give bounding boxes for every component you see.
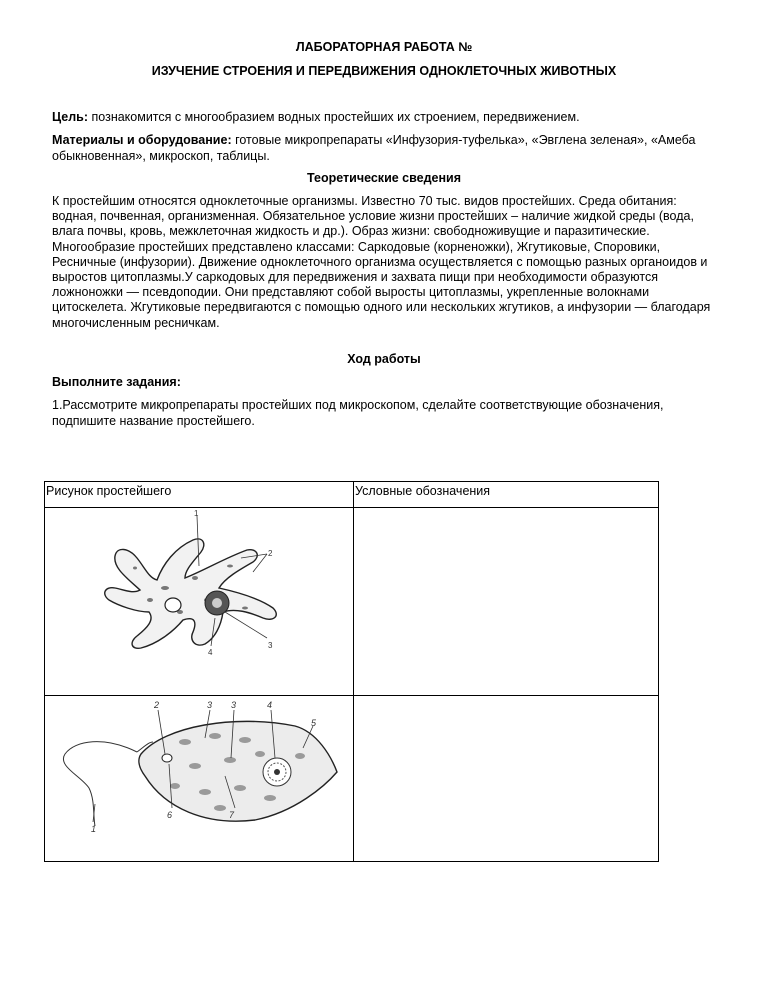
euglena-drawing-cell: [45, 696, 354, 862]
doc-title: ЛАБОРАТОРНАЯ РАБОТА №: [295, 40, 473, 54]
doc-subtitle: ИЗУЧЕНИЕ СТРОЕНИЯ И ПЕРЕДВИЖЕНИЯ ОДНОКЛЕТОЧНЫХ ЖИВОТНЫХ: [151, 64, 617, 78]
euglena-label-7: 7: [229, 810, 235, 820]
materials-paragraph: [52, 133, 724, 164]
protozoa-table: [44, 481, 659, 862]
materials-label: Материалы и оборудование:: [52, 133, 232, 147]
euglena-label-4: 4: [267, 700, 273, 710]
goal-text: познакомится с многообразием водных простейших их строением, передвижением.: [88, 110, 580, 124]
table-header-row: [45, 482, 659, 508]
task-1: 1.Рассмотрите микропрепараты простейших под микроскопом, сделайте соответствующие обозначения, подпишите название простейшего.: [52, 398, 664, 428]
amoeba-illustration: [45, 508, 354, 695]
table-row: [45, 696, 659, 862]
euglena-label-6: 6: [167, 810, 173, 820]
header-drawing: Рисунок простейшего: [45, 482, 354, 508]
header-legend: Условные обозначения: [354, 482, 659, 508]
euglena-illustration: [45, 696, 354, 861]
amoeba-drawing-cell: [45, 508, 354, 696]
amoeba-label-2: 2: [268, 549, 273, 558]
work-heading: Ход работы: [347, 352, 421, 366]
goal-label: Цель:: [52, 110, 89, 124]
euglena-label-5: 5: [311, 718, 317, 728]
materials-text: готовые микропрепараты «Инфузория-туфелька», «Эвглена зеленая», «Амеба обыкновенная», микроскоп, таблицы.: [52, 133, 696, 163]
goal-paragraph: [52, 110, 724, 126]
amoeba-legend-cell: [354, 508, 659, 696]
euglena-label-2: 2: [154, 700, 160, 710]
euglena-label-3a: 3: [207, 700, 213, 710]
theory-heading: Теоретические сведения: [306, 171, 462, 185]
theory-text: К простейшим относятся одноклеточные организмы. Известно 70 тыс. видов простейших. Среда обитания: водная, почвенная, организменная. Обязательное условие жизни простейших – наличие жидкой среды (вода, влага почвы, кровь, межклеточная жидкость и др.). Образ жизни: свободноживущие и паразитические. Многообразие простейших представлено классами: Саркодовые (корненожки), Жгутиковые, Споровики, Ресничные (инфузории). Движение одноклеточного организма осуществляется с помощью разных органоидов и выростов цитоплазмы.У саркодовых для передвижения и захвата пищи при необходимости образуются ложноножки — псевдоподии. Они представляют собой выросты цитоплазмы, укрепленные волокнами цитоскелета. Жгутиковые передвигаются с помощью одного или нескольких жгутиков, а инфузории — благодаря многочисленным ресничкам.: [52, 194, 711, 330]
amoeba-label-3: 3: [268, 641, 273, 650]
tasks-label: Выполните задания:: [52, 375, 181, 389]
euglena-legend-cell: [354, 696, 659, 862]
table-row: [45, 508, 659, 696]
amoeba-label-4: 4: [208, 648, 213, 657]
amoeba-label-1: 1: [194, 509, 199, 518]
euglena-label-3b: 3: [231, 700, 237, 710]
euglena-label-1: 1: [91, 824, 97, 834]
